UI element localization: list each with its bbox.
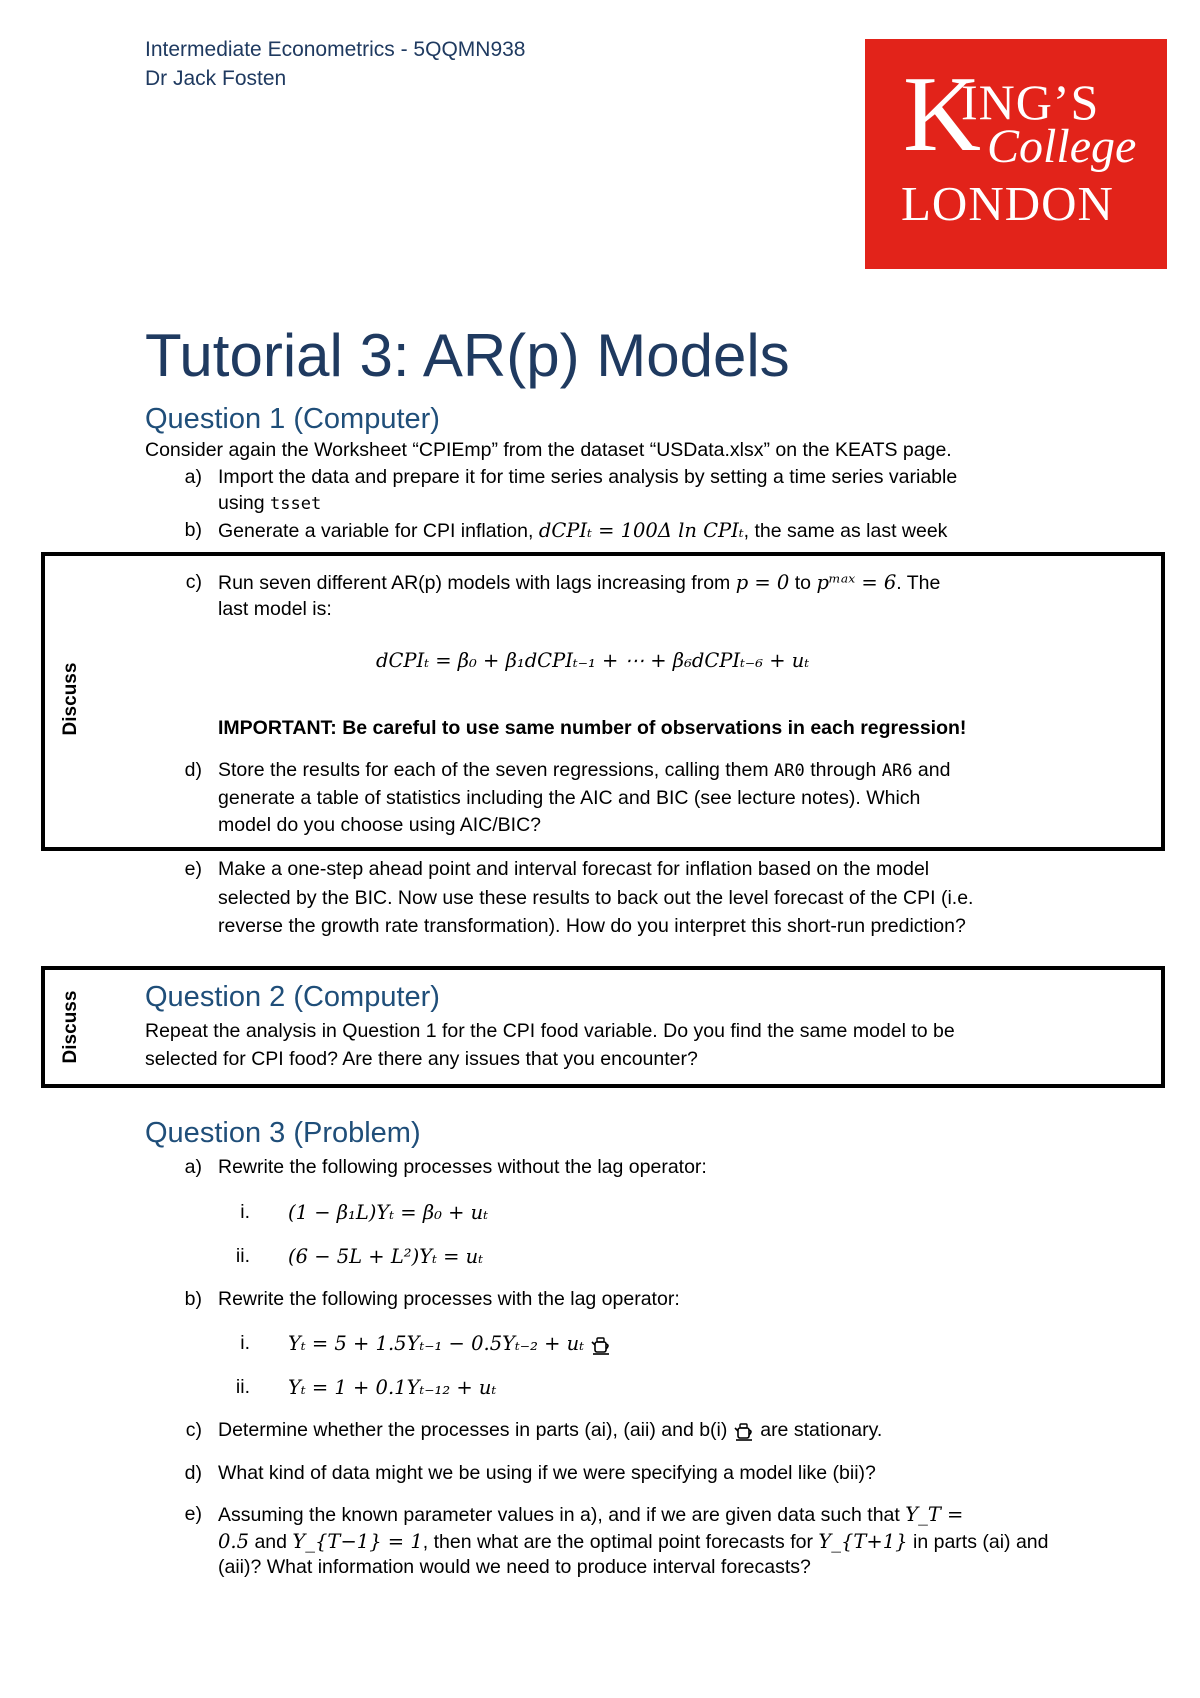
p-zero: p = 0 bbox=[735, 571, 790, 594]
q3-e-text4: in parts (ai) and bbox=[913, 1531, 1049, 1553]
q1-d-and: and bbox=[917, 759, 951, 781]
q1-intro: Consider again the Worksheet “CPIEmp” from the dataset “USData.xlsx” on the KEATS page. bbox=[145, 439, 952, 461]
q1-a-line2 bbox=[218, 490, 1078, 518]
q3-e-ytp1: Y_{T+1} bbox=[818, 1530, 908, 1553]
q3-b-label: b) bbox=[184, 1288, 202, 1310]
q3-a-text: Rewrite the following processes without the lag operator: bbox=[218, 1156, 707, 1178]
q1-d-line1 bbox=[218, 757, 1078, 785]
q3-c-text1: Determine whether the processes in parts (ai), (aii) and b(i) bbox=[218, 1419, 728, 1441]
q1-c-text3: . The bbox=[896, 572, 941, 594]
q1-c-line2: last model is: bbox=[218, 598, 332, 620]
tsset-code: tsset bbox=[270, 494, 322, 514]
q3-bi-equation: Yₜ = 5 + 1.5Yₜ₋₁ − 0.5Yₜ₋₂ + uₜ bbox=[288, 1332, 585, 1355]
q3-d-text: What kind of data might we be using if we were specifying a model like (bii)? bbox=[218, 1462, 876, 1484]
important-note: IMPORTANT: Be careful to use same number of observations in each regression! bbox=[218, 717, 967, 739]
q1-e-label: e) bbox=[184, 858, 202, 880]
q1-d-line2: generate a table of statistics including the AIC and BIC (see lecture notes). Which bbox=[218, 787, 921, 809]
q1-e-line2: selected by the BIC. Now use these results to back out the level forecast of the CPI (i.e. bbox=[218, 887, 974, 909]
q3-b-text: Rewrite the following processes with the lag operator: bbox=[218, 1288, 680, 1310]
q3-bi-label: i. bbox=[240, 1332, 250, 1354]
q1-c-to: to bbox=[794, 572, 812, 594]
q3-e-line2 bbox=[218, 1528, 1078, 1556]
q3-d-label: d) bbox=[184, 1462, 202, 1484]
course-code: Intermediate Econometrics - 5QQMN938 bbox=[145, 38, 526, 61]
discuss-label-1: Discuss bbox=[60, 662, 81, 736]
q1-c-text1: Run seven different AR(p) models with lags increasing from bbox=[218, 572, 731, 594]
q3-aii-math: (6 − 5L + L²)Yₜ = uₜ bbox=[288, 1245, 483, 1268]
q1-b-text2: , the same as last week bbox=[743, 520, 948, 542]
inflation-formula: dCPIₜ = 100Δ ln CPIₜ bbox=[538, 519, 744, 542]
q2-line1: Repeat the analysis in Question 1 for the CPI food variable. Do you find the same model to be bbox=[145, 1020, 955, 1042]
kings-college-london-logo bbox=[865, 39, 1167, 269]
q1-d-line3: model do you choose using AIC/BIC? bbox=[218, 814, 542, 836]
q3-c-text2: are stationary. bbox=[760, 1419, 883, 1441]
teapot-icon bbox=[590, 1334, 612, 1356]
q3-e-and: and bbox=[254, 1531, 287, 1553]
logo-ings: ING’S bbox=[961, 74, 1100, 130]
q1-e-line1: Make a one-step ahead point and interval forecast for inflation based on the model bbox=[218, 858, 930, 880]
logo-k: K bbox=[903, 55, 981, 174]
discuss-label-2: Discuss bbox=[60, 990, 81, 1064]
q3-a-label: a) bbox=[184, 1156, 202, 1178]
lecturer-name: Dr Jack Fosten bbox=[145, 67, 287, 90]
logo-college: College bbox=[987, 120, 1137, 173]
q3-e-ytm1: Y_{T−1} = 1 bbox=[292, 1530, 423, 1553]
q3-e-text3: , then what are the optimal point forecasts for bbox=[422, 1531, 813, 1553]
q3-heading: Question 3 (Problem) bbox=[145, 1117, 421, 1149]
q3-e-line1 bbox=[218, 1501, 1078, 1529]
q1-b-text bbox=[218, 517, 1078, 545]
q3-ai-math: (1 − β₁L)Yₜ = β₀ + uₜ bbox=[288, 1201, 489, 1224]
q1-b-text1: Generate a variable for CPI inflation, bbox=[218, 520, 534, 542]
ar0-code: AR0 bbox=[774, 761, 805, 781]
q1-e-line3: reverse the growth rate transformation). How do you interpret this short-run prediction? bbox=[218, 915, 966, 937]
p-max: pᵐᵃˣ = 6 bbox=[816, 571, 897, 594]
ar6-code: AR6 bbox=[881, 761, 913, 781]
q1-a-using: using bbox=[218, 492, 265, 514]
ar6-equation: dCPIₜ = β₀ + β₁dCPIₜ₋₁ + ⋯ + β₆dCPIₜ₋₆ + uₜ bbox=[376, 649, 810, 672]
q3-e-line3: (aii)? What information would we need to produce interval forecasts? bbox=[218, 1556, 811, 1578]
logo-london: LONDON bbox=[901, 176, 1114, 231]
q3-e-text1: Assuming the known parameter values in a), and if we are given data such that bbox=[218, 1504, 900, 1526]
q2-heading: Question 2 (Computer) bbox=[145, 981, 440, 1013]
q3-e-half: 0.5 bbox=[218, 1530, 250, 1553]
q3-ai-label: i. bbox=[240, 1201, 250, 1223]
q1-d-text1: Store the results for each of the seven regressions, calling them bbox=[218, 759, 769, 781]
q3-c-label: c) bbox=[185, 1419, 202, 1441]
teapot-icon bbox=[733, 1420, 755, 1442]
q1-d-through: through bbox=[810, 759, 877, 781]
q3-e-yt: Y_T = bbox=[905, 1503, 964, 1526]
q1-heading: Question 1 (Computer) bbox=[145, 403, 440, 435]
q1-c-label: c) bbox=[185, 571, 202, 593]
q3-bii-label: ii. bbox=[235, 1376, 250, 1398]
q1-c-line1 bbox=[218, 569, 1078, 597]
q1-a-line1: Import the data and prepare it for time series analysis by setting a time series variable bbox=[218, 466, 958, 488]
q3-bi-math bbox=[288, 1330, 708, 1357]
q1-a-label: a) bbox=[184, 466, 202, 488]
q2-line2: selected for CPI food? Are there any issues that you encounter? bbox=[145, 1048, 698, 1070]
q1-b-label: b) bbox=[184, 519, 202, 541]
q3-c-text bbox=[218, 1417, 1078, 1444]
q1-d-label: d) bbox=[184, 759, 202, 781]
q3-e-label: e) bbox=[184, 1503, 202, 1525]
q3-bii-math: Yₜ = 1 + 0.1Yₜ₋₁₂ + uₜ bbox=[288, 1376, 497, 1399]
page-title: Tutorial 3: AR(p) Models bbox=[145, 322, 790, 389]
q3-aii-label: ii. bbox=[235, 1245, 250, 1267]
